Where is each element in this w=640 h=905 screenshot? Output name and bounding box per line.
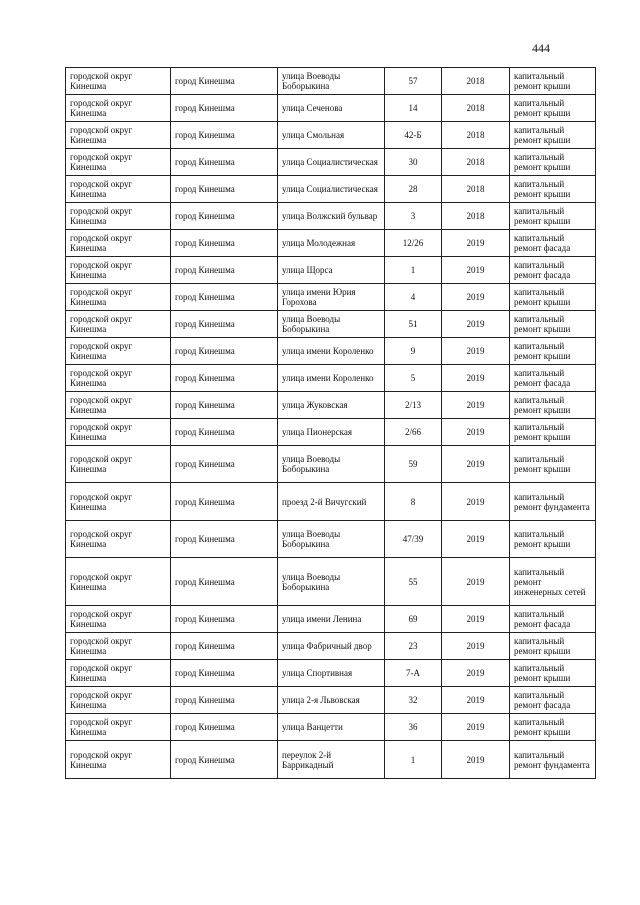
street-cell: улица Воеводы Боборыкина xyxy=(278,68,385,95)
table-row xyxy=(66,483,596,521)
house-number-cell: 5 xyxy=(385,365,442,392)
table-row xyxy=(66,284,596,311)
table-row xyxy=(66,392,596,419)
street-cell: улица Фабричный двор xyxy=(278,633,385,660)
year-cell: 2019 xyxy=(442,606,510,633)
municipality-cell: городской округ Кинешма xyxy=(66,714,171,741)
street-cell: улица Социалистическая xyxy=(278,149,385,176)
municipality-cell: городской округ Кинешма xyxy=(66,419,171,446)
year-cell: 2018 xyxy=(442,149,510,176)
house-number-cell: 3 xyxy=(385,203,442,230)
year-cell: 2018 xyxy=(442,203,510,230)
table-row xyxy=(66,122,596,149)
settlement-cell: город Кинешма xyxy=(171,660,278,687)
settlement-cell: город Кинешма xyxy=(171,284,278,311)
house-number-cell: 57 xyxy=(385,68,442,95)
street-cell: улица 2-я Львовская xyxy=(278,687,385,714)
settlement-cell: город Кинешма xyxy=(171,521,278,558)
house-number-cell: 55 xyxy=(385,558,442,606)
house-number-cell: 51 xyxy=(385,311,442,338)
settlement-cell: город Кинешма xyxy=(171,483,278,521)
settlement-cell: город Кинешма xyxy=(171,149,278,176)
municipality-cell: городской округ Кинешма xyxy=(66,68,171,95)
page-number: 444 xyxy=(532,41,550,55)
table-row xyxy=(66,176,596,203)
settlement-cell: город Кинешма xyxy=(171,203,278,230)
work-type-cell: капитальный ремонт крыши xyxy=(510,203,596,230)
street-cell: улица Щорса xyxy=(278,257,385,284)
table-row xyxy=(66,68,596,95)
work-type-cell: капитальный ремонт крыши xyxy=(510,633,596,660)
house-number-cell: 9 xyxy=(385,338,442,365)
house-number-cell: 47/39 xyxy=(385,521,442,558)
municipality-cell: городской округ Кинешма xyxy=(66,311,171,338)
year-cell: 2019 xyxy=(442,714,510,741)
municipality-cell: городской округ Кинешма xyxy=(66,392,171,419)
house-number-cell: 42-Б xyxy=(385,122,442,149)
house-number-cell: 59 xyxy=(385,446,442,483)
settlement-cell: город Кинешма xyxy=(171,446,278,483)
settlement-cell: город Кинешма xyxy=(171,176,278,203)
municipality-cell: городской округ Кинешма xyxy=(66,606,171,633)
house-number-cell: 32 xyxy=(385,687,442,714)
table-row xyxy=(66,338,596,365)
street-cell: улица Волжский бульвар xyxy=(278,203,385,230)
table-row xyxy=(66,446,596,483)
house-number-cell: 1 xyxy=(385,257,442,284)
municipality-cell: городской округ Кинешма xyxy=(66,741,171,779)
year-cell: 2018 xyxy=(442,122,510,149)
work-type-cell: капитальный ремонт фундамента xyxy=(510,483,596,521)
settlement-cell: город Кинешма xyxy=(171,311,278,338)
work-type-cell: капитальный ремонт фасада xyxy=(510,257,596,284)
house-number-cell: 30 xyxy=(385,149,442,176)
street-cell: улица Воеводы Боборыкина xyxy=(278,521,385,558)
municipality-cell: городской округ Кинешма xyxy=(66,483,171,521)
year-cell: 2019 xyxy=(442,311,510,338)
municipality-cell: городской округ Кинешма xyxy=(66,660,171,687)
house-number-cell: 69 xyxy=(385,606,442,633)
street-cell: улица Сеченова xyxy=(278,95,385,122)
settlement-cell: город Кинешма xyxy=(171,365,278,392)
municipality-cell: городской округ Кинешма xyxy=(66,687,171,714)
table-row xyxy=(66,521,596,558)
street-cell: улица Воеводы Боборыкина xyxy=(278,558,385,606)
street-cell: улица имени Ленина xyxy=(278,606,385,633)
table-row xyxy=(66,714,596,741)
municipality-cell: городской округ Кинешма xyxy=(66,95,171,122)
year-cell: 2019 xyxy=(442,338,510,365)
work-type-cell: капитальный ремонт крыши xyxy=(510,68,596,95)
year-cell: 2019 xyxy=(442,284,510,311)
table-row xyxy=(66,419,596,446)
street-cell: улица Жуковская xyxy=(278,392,385,419)
street-cell: переулок 2-й Баррикадный xyxy=(278,741,385,779)
municipality-cell: городской округ Кинешма xyxy=(66,365,171,392)
house-number-cell: 7-А xyxy=(385,660,442,687)
table-row xyxy=(66,558,596,606)
table-row xyxy=(66,95,596,122)
house-number-cell: 1 xyxy=(385,741,442,779)
year-cell: 2019 xyxy=(442,230,510,257)
year-cell: 2019 xyxy=(442,483,510,521)
municipality-cell: городской округ Кинешма xyxy=(66,176,171,203)
work-type-cell: капитальный ремонт крыши xyxy=(510,149,596,176)
year-cell: 2018 xyxy=(442,95,510,122)
year-cell: 2018 xyxy=(442,68,510,95)
municipality-cell: городской округ Кинешма xyxy=(66,122,171,149)
year-cell: 2019 xyxy=(442,687,510,714)
settlement-cell: город Кинешма xyxy=(171,606,278,633)
work-type-cell: капитальный ремонт крыши xyxy=(510,284,596,311)
settlement-cell: город Кинешма xyxy=(171,68,278,95)
table-row xyxy=(66,741,596,779)
municipality-cell: городской округ Кинешма xyxy=(66,446,171,483)
work-type-cell: капитальный ремонт крыши xyxy=(510,122,596,149)
year-cell: 2019 xyxy=(442,633,510,660)
house-number-cell: 23 xyxy=(385,633,442,660)
work-type-cell: капитальный ремонт крыши xyxy=(510,338,596,365)
year-cell: 2019 xyxy=(442,558,510,606)
municipality-cell: городской округ Кинешма xyxy=(66,558,171,606)
house-number-cell: 12/26 xyxy=(385,230,442,257)
settlement-cell: город Кинешма xyxy=(171,633,278,660)
municipality-cell: городской округ Кинешма xyxy=(66,521,171,558)
street-cell: улица имени Короленко xyxy=(278,365,385,392)
settlement-cell: город Кинешма xyxy=(171,714,278,741)
settlement-cell: город Кинешма xyxy=(171,392,278,419)
table-row xyxy=(66,606,596,633)
work-type-cell: капитальный ремонт фундамента xyxy=(510,741,596,779)
year-cell: 2019 xyxy=(442,446,510,483)
house-number-cell: 2/66 xyxy=(385,419,442,446)
work-type-cell: капитальный ремонт фасада xyxy=(510,230,596,257)
work-type-cell: капитальный ремонт крыши xyxy=(510,714,596,741)
table-row xyxy=(66,660,596,687)
settlement-cell: город Кинешма xyxy=(171,558,278,606)
work-type-cell: капитальный ремонт фасада xyxy=(510,687,596,714)
house-number-cell: 36 xyxy=(385,714,442,741)
table-row xyxy=(66,230,596,257)
table-row xyxy=(66,257,596,284)
year-cell: 2019 xyxy=(442,365,510,392)
street-cell: улица Воеводы Боборыкина xyxy=(278,311,385,338)
work-type-cell: капитальный ремонт крыши xyxy=(510,95,596,122)
work-type-cell: капитальный ремонт крыши xyxy=(510,446,596,483)
municipality-cell: городской округ Кинешма xyxy=(66,149,171,176)
year-cell: 2019 xyxy=(442,521,510,558)
street-cell: улица Социалистическая xyxy=(278,176,385,203)
table-body xyxy=(66,68,596,779)
year-cell: 2019 xyxy=(442,741,510,779)
year-cell: 2019 xyxy=(442,392,510,419)
work-type-cell: капитальный ремонт фасада xyxy=(510,606,596,633)
work-type-cell: капитальный ремонт инженерных сетей xyxy=(510,558,596,606)
street-cell: улица имени Короленко xyxy=(278,338,385,365)
work-type-cell: капитальный ремонт крыши xyxy=(510,419,596,446)
municipality-cell: городской округ Кинешма xyxy=(66,257,171,284)
street-cell: улица Молодежная xyxy=(278,230,385,257)
settlement-cell: город Кинешма xyxy=(171,741,278,779)
work-type-cell: капитальный ремонт фасада xyxy=(510,365,596,392)
street-cell: улица имени Юрия Горохова xyxy=(278,284,385,311)
municipality-cell: городской округ Кинешма xyxy=(66,633,171,660)
work-type-cell: капитальный ремонт крыши xyxy=(510,660,596,687)
table-row xyxy=(66,311,596,338)
house-number-cell: 14 xyxy=(385,95,442,122)
year-cell: 2019 xyxy=(442,660,510,687)
street-cell: улица Воеводы Боборыкина xyxy=(278,446,385,483)
street-cell: улица Смольная xyxy=(278,122,385,149)
year-cell: 2018 xyxy=(442,176,510,203)
house-number-cell: 8 xyxy=(385,483,442,521)
street-cell: улица Ванцетти xyxy=(278,714,385,741)
year-cell: 2019 xyxy=(442,257,510,284)
table-row xyxy=(66,149,596,176)
settlement-cell: город Кинешма xyxy=(171,687,278,714)
settlement-cell: город Кинешма xyxy=(171,95,278,122)
municipality-cell: городской округ Кинешма xyxy=(66,230,171,257)
house-number-cell: 2/13 xyxy=(385,392,442,419)
settlement-cell: город Кинешма xyxy=(171,338,278,365)
table-row xyxy=(66,203,596,230)
table-row xyxy=(66,633,596,660)
settlement-cell: город Кинешма xyxy=(171,257,278,284)
street-cell: улица Пионерская xyxy=(278,419,385,446)
municipality-cell: городской округ Кинешма xyxy=(66,338,171,365)
repair-schedule-table xyxy=(65,67,596,779)
settlement-cell: город Кинешма xyxy=(171,230,278,257)
year-cell: 2019 xyxy=(442,419,510,446)
municipality-cell: городской округ Кинешма xyxy=(66,284,171,311)
work-type-cell: капитальный ремонт крыши xyxy=(510,311,596,338)
municipality-cell: городской округ Кинешма xyxy=(66,203,171,230)
settlement-cell: город Кинешма xyxy=(171,419,278,446)
work-type-cell: капитальный ремонт крыши xyxy=(510,392,596,419)
street-cell: улица Спортивная xyxy=(278,660,385,687)
street-cell: проезд 2-й Вичугский xyxy=(278,483,385,521)
work-type-cell: капитальный ремонт крыши xyxy=(510,176,596,203)
work-type-cell: капитальный ремонт крыши xyxy=(510,521,596,558)
house-number-cell: 28 xyxy=(385,176,442,203)
house-number-cell: 4 xyxy=(385,284,442,311)
settlement-cell: город Кинешма xyxy=(171,122,278,149)
table-row xyxy=(66,687,596,714)
table-row xyxy=(66,365,596,392)
